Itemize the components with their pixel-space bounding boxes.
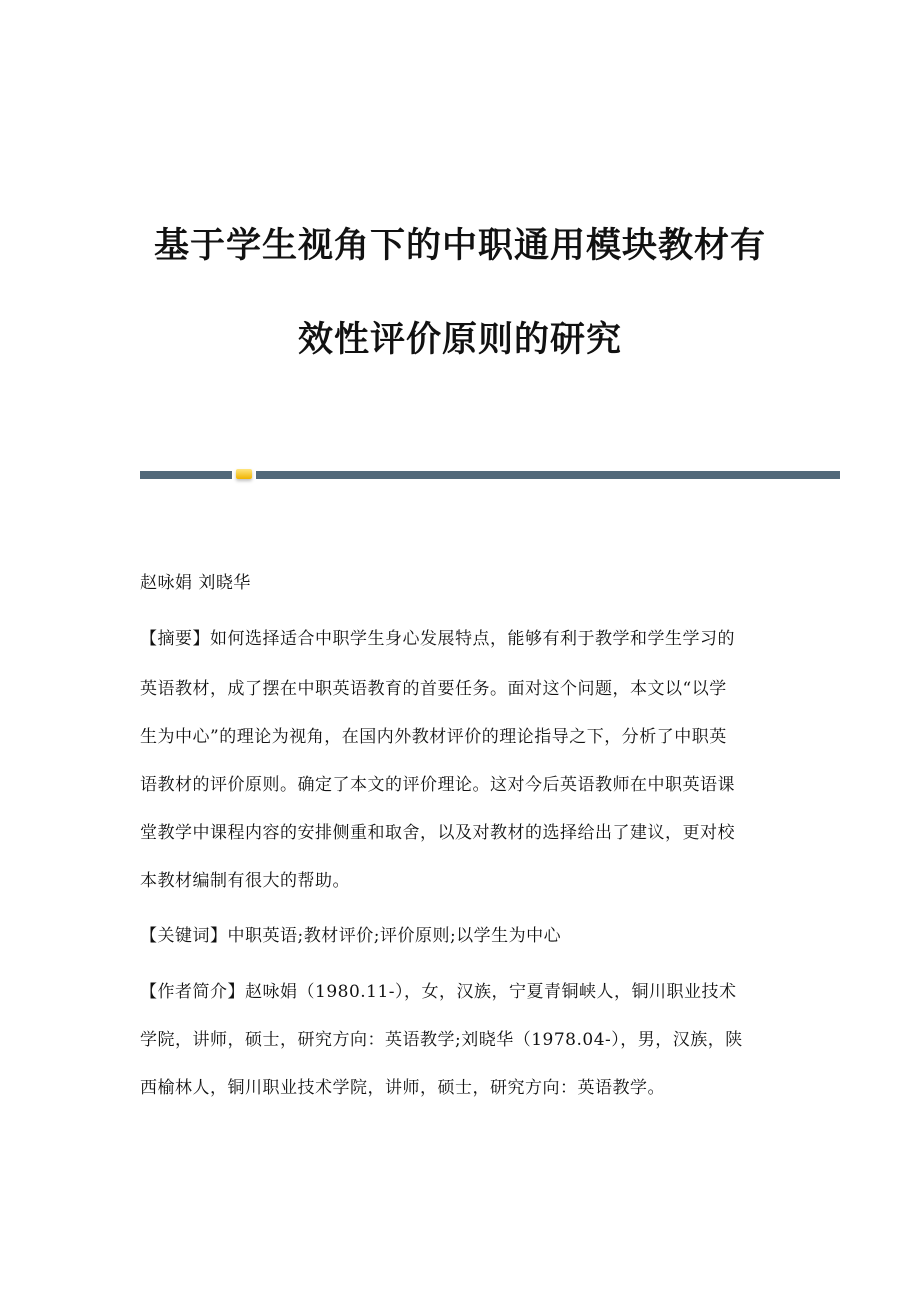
abstract-line: 语教材的评价原则。确定了本文的评价理论。这对今后英语教师在中职英语课 [140, 775, 735, 795]
abstract-line: 生为中心”的理论为视角，在国内外教材评价的理论指导之下，分析了中职英 [140, 727, 727, 747]
abstract-line: 【摘要】如何选择适合中职学生身心发展特点，能够有利于教学和学生学习的 [140, 629, 735, 649]
authors: 赵咏娟 刘晓华 [140, 573, 251, 593]
author-bio-line: 【作者简介】赵咏娟（1980.11-），女，汉族，宁夏青铜峡人，铜川职业技术 [140, 982, 737, 1002]
title-line-2: 效性评价原则的研究 [297, 320, 622, 360]
author-bio-line: 西榆林人，铜川职业技术学院，讲师，硕士，研究方向：英语教学。 [140, 1078, 665, 1098]
abstract-line: 堂教学中课程内容的安排侧重和取舍，以及对教材的选择给出了建议，更对校 [140, 823, 735, 843]
divider-left [140, 471, 232, 479]
title-line-1: 基于学生视角下的中职通用模块教材有 [153, 226, 766, 266]
author-bio-line: 学院，讲师，硕士，研究方向：英语教学;刘晓华（1978.04-），男，汉族，陕 [140, 1030, 743, 1050]
divider-ornament-icon [236, 469, 252, 479]
keywords: 【关键词】中职英语;教材评价;评价原则;以学生为中心 [140, 926, 562, 946]
abstract-line: 英语教材，成了摆在中职英语教育的首要任务。面对这个问题，本文以“以学 [140, 679, 727, 699]
divider-right [256, 471, 840, 479]
abstract-line: 本教材编制有很大的帮助。 [140, 871, 350, 891]
